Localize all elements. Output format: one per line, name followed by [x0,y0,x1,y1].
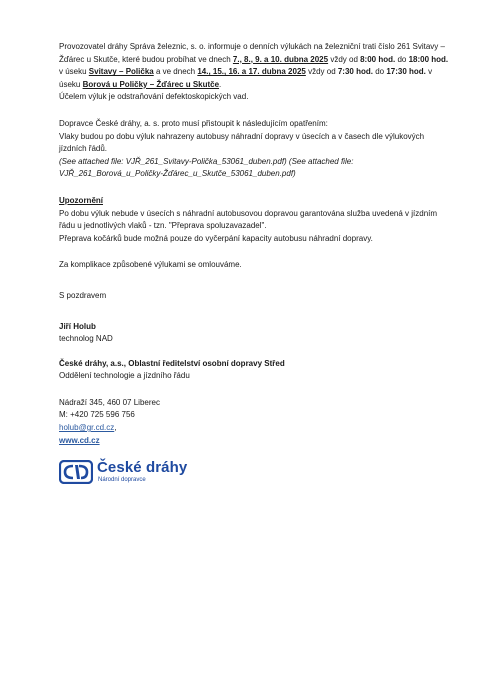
intro-paragraph [59,41,451,91]
email-link[interactable]: holub@gr.cd.cz [59,423,115,433]
measures-intro: Dopravce České dráhy, a. s. proto musí přistoupit k následujícím opatřením: [59,118,328,128]
intro-text: v úseku [59,67,89,77]
web-link[interactable]: www.cd.cz [59,435,100,445]
time-from-first: 8:00 hod. [360,54,396,64]
intro-text: Provozovatel dráhy Správa železnic, s. o. informuje o denních výlukách na železniční trati číslo 261 Svitavy – Žďárec u Skutče, které budou probíhat ve dnech [59,42,445,64]
intro-text: . [219,79,222,89]
warning-prams: Přeprava kočárků bude možná pouze do vyčerpání kapacity autobusu náhradní dopravy. [59,233,373,243]
signature-email-line [59,422,451,435]
signature-web-line [59,435,451,448]
dates-first: 7., 8., 9. a 10. dubna 2025 [232,54,329,64]
section-first: Svitavy – Polička [88,67,154,77]
time-from-second: 7:30 hod. [337,67,373,77]
intro-text: vždy od [305,67,338,77]
warning-heading-text: Upozornění [59,195,103,205]
time-to-second: 17:30 hod. [386,67,426,77]
intro-text: v úseku [59,67,433,89]
warning-heading [59,195,451,208]
signature-phone: M: +420 725 596 756 [59,410,135,420]
section-second: Borová u Poličky – Žďárec u Skutče [82,79,220,89]
intro-text: do [372,67,387,77]
signature-dept: Oddělení technologie a jízdního řádu [59,371,190,381]
signature-title: technolog NAD [59,334,113,344]
greeting-line: S pozdravem [59,290,107,300]
signature-org-text: České dráhy, a.s., Oblastní ředitelství osobní dopravy Střed [59,358,285,368]
cd-logo-sub: Národní dopravce [98,477,146,484]
intro-text: vždy od [328,54,361,64]
dates-second: 14., 15., 16. a 17. dubna 2025 [197,67,306,77]
intro-text: a ve dnech [153,67,198,77]
cd-logo [59,460,451,484]
purpose-line: Účelem výluk je odstraňování defektoskopických vad. [59,92,249,102]
intro-text: do [395,54,409,64]
cd-logo-icon [59,460,93,484]
warning-service: Po dobu výluk nebude v úsecích s náhradní autobusovou dopravou garantována služba uvedená v jízdním řádu u jednotlivých vlaků - tzn. "Přeprava spoluzavazadel". [59,208,438,231]
signature-name [59,321,451,334]
message-body [59,41,451,484]
attachments-note: (See attached file: VJŘ_261_Svitavy-Polička_53061_duben.pdf) (See attached file: VJŘ_261_Borová_u_Poličky-Žďárec_u_Skutče_53061_duben.pdf) [59,156,354,179]
cd-logo-name: České dráhy [97,459,188,477]
time-to-first: 18:00 hod. [408,54,449,64]
measures-replacement: Vlaky budou po dobu výluk nahrazeny autobusy náhradní dopravy v úsecích a v časech dle výlukových jízdních řádů. [59,131,425,154]
cd-logo-text [97,460,187,484]
email-suffix: , [114,423,117,433]
apology-line: Za komplikace způsobené výlukami se omlouváme. [59,260,242,270]
signature-org [59,358,451,371]
signature-address: Nádraží 345, 460 07 Liberec [59,397,160,407]
signature-name-text: Jiří Holub [59,321,96,331]
